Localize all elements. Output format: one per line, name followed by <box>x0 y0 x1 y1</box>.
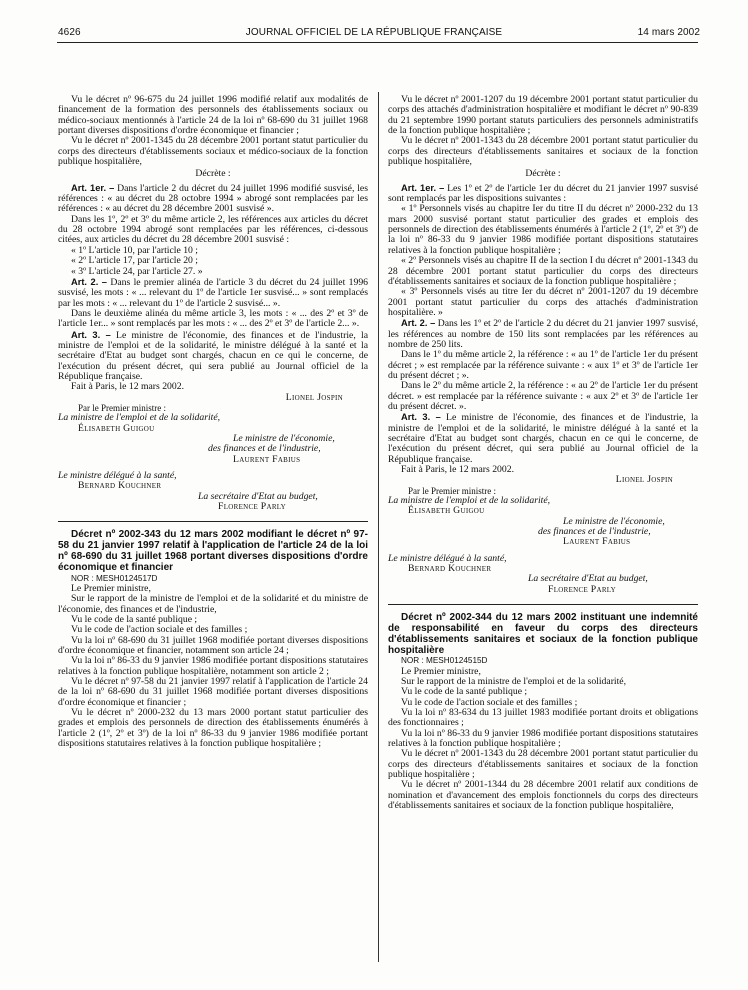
article-3 <box>388 412 698 465</box>
article-label: Art. 3. – <box>71 329 111 340</box>
paragraph: Vu le décret nº 96-675 du 24 juillet 1996 modifié relatif aux modalités de financement de la formation des personnels des établissements sociaux ou médico-sociaux mentionnés à l'article 24 de la loi nº 68-690 du 31 juillet 1968 portant diverses dispositions d'ordre économique et financier ; <box>58 94 368 137</box>
article-text: Dans le premier alinéa de l'article 3 du décret du 24 juillet 1996 susvisé, les mots : « ... relevant du 1º de l'article 1er susvisé... » sont remplacés par les mots : « ... relevant du 1º de l'article 2 susvisé... ». <box>58 276 369 309</box>
article-label: Art. 3. – <box>401 412 441 423</box>
issue-date: 14 mars 2002 <box>637 27 700 38</box>
signature-title: Le ministre délégué à la santé, <box>58 470 177 482</box>
paragraph: Vu le décret nº 2001-1343 du 28 décembre 2001 portant statut particulier du corps des directeurs d'établissements sanitaires et sociaux de la fonction publique hospitalière ; <box>388 748 698 781</box>
paragraph: Vu le code de la santé publique ; <box>401 686 528 698</box>
article-label: Art. 2. – <box>401 318 436 329</box>
paragraph: Vu la loi nº 86-33 du 9 janvier 1986 modifiée portant dispositions statutaires relatives à la fonction publique hospitalière, notamment son article 2 ; <box>58 655 368 677</box>
quoted-item: « 1º Personnels visés au chapitre Ier du titre II du décret nº 2000-232 du 13 mars 2000 susvisé portant statut particulier des grades et emplois des personnels de direction des établissements énumérés à l'article 2 (1º, 2º et 3º) de la loi nº 86-33 du 9 janvier 1986 modifiée portant dispositions statutaires relatives à la fonction publique hospitalière ; <box>388 203 698 256</box>
quoted-item: « 2º Personnels visés au chapitre II de la section I du décret nº 2001-1343 du 28 décembre 2001 portant statut particulier du corps des directeurs d'établissements sanitaires et sociaux de la fonction publique hospitalière ; <box>388 255 698 287</box>
article-text: Les 1º et 2º de l'article 1er du décret du 21 janvier 1997 susvisé sont remplacés par les dispositions suivantes : <box>388 182 698 205</box>
paragraph: Le Premier ministre, <box>401 665 481 677</box>
signature-title: Le ministre de l'économie, <box>563 515 665 527</box>
article-text: Le ministre de l'économie, des finances et de l'industrie, la ministre de l'emploi et de la solidarité, le ministre délégué à la santé et la secrétaire d'Etat au budget sont chargés, chacun en ce qui le concerne, de l'exécution du présent décret, qui sera publié au Journal officiel de la République française. <box>388 412 699 465</box>
article-2 <box>388 318 698 350</box>
paragraph: Dans le deuxième alinéa du même article 3, les mots : « ... des 2º et 3º de l'article 1er... » sont remplacés par les mots : « ... des 2º et 3º de l'article 2... ». <box>58 307 368 330</box>
paragraph: Dans le 2º du même article 2, la référence : « au 2º de l'article 1er du présent décret. » est remplacée par la référence suivante : « aux 2º et 3º de l'article 1er du présent décret. ». <box>388 380 698 412</box>
paragraph: Vu le décret nº 2001-1207 du 19 décembre 2001 portant statut particulier du corps des attachés d'administration hospitalière et modifiant le décret nº 90-839 du 21 septembre 1990 portant statuts particuliers des personnels administratifs de la fonction publique hospitalière ; <box>388 94 698 137</box>
signature-title: La secrétaire d'Etat au budget, <box>198 490 318 502</box>
nor-reference: NOR : MESH0124517D <box>71 573 158 583</box>
decree-title: Décret nº 2002-343 du 12 mars 2002 modifiant le décret nº 97-58 du 21 janvier 1997 relatif à l'application de l'article 24 de la loi nº 68-690 du 31 juillet 1968 portant diverses dispositions d'ordre économique et financier <box>58 529 368 573</box>
header-rule <box>57 42 698 43</box>
paragraph: Vu le décret nº 2001-1344 du 28 décembre 2001 relatif aux conditions de nomination et d'avancement des emplois fonctionnels du corps des directeurs d'établissements sanitaires et sociaux de la fonction publique hospitalière, <box>388 779 698 812</box>
article-2 <box>58 277 368 309</box>
article-label: Art. 1er. – <box>401 182 445 193</box>
article-text: Le ministre de l'économie, des finances et de l'industrie, la ministre de l'emploi et de la solidarité, le ministre délégué à la santé et la secrétaire d'Etat au budget sont chargés, chacun en ce qui le concerne, de l'exécution du présent décret, qui sera publié au Journal officiel de la République française. <box>58 329 369 382</box>
article-text: Dans les 1º et 2º de l'article 2 du décret du 21 janvier 1997 susvisé, les références au nombre de 150 lits sont remplacées par les références au nombre de 250 lits. <box>388 318 699 350</box>
paragraph: Vu le décret nº 2001-1343 du 28 décembre 2001 portant statut particulier du corps des directeurs d'établissements sanitaires et sociaux de la fonction publique hospitalière, <box>388 135 698 168</box>
paragraph: Vu le décret nº 97-58 du 21 janvier 1997 relatif à l'application de l'article 24 de la loi nº 68-690 du 31 juillet 1968 modifiée portant diverses dispositions d'ordre économique et financier ; <box>58 676 368 708</box>
article-1 <box>58 183 368 215</box>
article-label: Art. 2. – <box>71 276 107 287</box>
paragraph: Vu le décret nº 2000-232 du 13 mars 2000 portant statut particulier des grades et emplois des personnels de direction des établissements énumérés à l'article 2 (1º, 2º et 3º) de la loi nº 86-33 du 9 janvier 1986 modifiée portant dispositions statutaires relatives à la fonction publique hospitalière ; <box>58 707 368 750</box>
signature-guigou: Élisabeth Guigou <box>78 422 155 434</box>
decree-separator <box>388 604 698 605</box>
fait-line: Fait à Paris, le 12 mars 2002. <box>71 381 185 393</box>
paragraph: Dans les 1º, 2º et 3º du même article 2, les références aux articles du décret du 28 octobre 1994 abrogé sont remplacées par les références, ci-dessous citées, aux articles du décret du 28 décembre 2001 susvisé : <box>58 213 368 246</box>
paragraph: Vu la loi nº 68-690 du 31 juillet 1968 modifiée portant diverses dispositions d'ordre économique et financier, notamment son article 24 ; <box>58 634 368 656</box>
paragraph: Vu le décret nº 2001-1345 du 28 décembre 2001 portant statut particulier du corps des directeurs d'établissements sociaux et médico-sociaux de la fonction publique hospitalière, <box>58 135 368 168</box>
signature-title: des finances et de l'industrie, <box>538 526 651 538</box>
journal-title: JOURNAL OFFICIEL DE LA RÉPUBLIQUE FRANÇAISE <box>245 27 503 38</box>
signature-kouchner: Bernard Kouchner <box>78 480 162 492</box>
paragraph: Le Premier ministre, <box>71 582 151 594</box>
signature-pm-label: Par le Premier ministre : <box>408 485 496 496</box>
paragraph: Sur le rapport de la ministre de l'emploi et de la solidarité, <box>401 676 627 688</box>
article-1 <box>388 183 698 205</box>
left-column <box>58 95 368 749</box>
signature-title: La secrétaire d'Etat au budget, <box>528 573 648 585</box>
paragraph: Vu le code de l'action sociale et des familles ; <box>401 696 578 708</box>
page-number: 4626 <box>58 27 81 38</box>
decrete-heading: Décrète : <box>525 168 561 180</box>
signature-guigou: Élisabeth Guigou <box>408 505 485 517</box>
signature-parly: Florence Parly <box>548 583 617 595</box>
signature-parly: Florence Parly <box>218 501 287 513</box>
list-item: « 3º L'article 24, par l'article 27. » <box>71 265 203 277</box>
decrete-heading: Décrète : <box>195 168 231 180</box>
signature-fabius: Laurent Fabius <box>563 536 631 548</box>
column-divider <box>378 92 379 962</box>
signature-title: La ministre de l'emploi et de la solidarité, <box>388 495 551 507</box>
paragraph: Sur le rapport de la ministre de l'emploi et de la solidarité et du ministre de l'économie, des finances et de l'industrie, <box>58 593 368 615</box>
paragraph: Vu la loi nº 86-33 du 9 janvier 1986 modifiée portant dispositions statutaires relatives à la fonction publique hospitalière ; <box>388 727 698 750</box>
article-3 <box>58 330 368 383</box>
signature-title: Le ministre délégué à la santé, <box>388 552 507 564</box>
signature-jospin: Lionel Jospin <box>285 391 343 403</box>
paragraph: Vu la loi nº 83-634 du 13 juillet 1983 modifiée portant droits et obligations des fonctionnaires ; <box>388 707 698 729</box>
signature-pm-label: Par le Premier ministre : <box>78 402 166 413</box>
signature-title: La ministre de l'emploi et de la solidarité, <box>58 412 221 424</box>
list-item: « 1º L'article 10, par l'article 10 ; <box>71 244 199 256</box>
right-column <box>388 95 698 812</box>
paragraph: Vu le code de l'action sociale et des familles ; <box>71 624 248 636</box>
list-item: « 2º L'article 17, par l'article 20 ; <box>71 255 199 267</box>
article-label: Art. 1er. – <box>71 182 115 193</box>
signature-kouchner: Bernard Kouchner <box>408 563 492 575</box>
paragraph: Dans le 1º du même article 2, la référence : « au 1º de l'article 1er du présent décret ; » est remplacée par la référence suivante : « aux 1º et 3º de l'article 1er du présent décret ; ». <box>388 349 698 381</box>
quoted-item: « 3º Personnels visés au titre Ier du décret nº 2001-1207 du 19 décembre 2001 portant statut particulier du corps des attachés d'administration hospitalière. » <box>388 286 698 318</box>
signature-fabius: Laurent Fabius <box>233 453 301 465</box>
signature-title: des finances et de l'industrie, <box>208 443 321 455</box>
decree-separator <box>58 521 368 522</box>
signature-title: Le ministre de l'économie, <box>233 433 335 444</box>
signature-jospin: Lionel Jospin <box>615 474 673 486</box>
fait-line: Fait à Paris, le 12 mars 2002. <box>401 464 515 476</box>
decree-title: Décret nº 2002-344 du 12 mars 2002 instituant une indemnité de responsabilité en faveur du corps des directeurs d'établissements sanitaires et sociaux de la fonction publique hospitalière <box>388 612 698 656</box>
paragraph: Vu le code de la santé publique ; <box>71 613 198 625</box>
article-text: Dans l'article 2 du décret du 24 juillet 1996 modifié susvisé, les références : « au décret du 28 octobre 1994 » abrogé sont remplacées par les références : « au décret du 28 décembre 2001 susvisé ». <box>58 182 368 215</box>
nor-reference: NOR : MESH0124515D <box>401 656 488 666</box>
